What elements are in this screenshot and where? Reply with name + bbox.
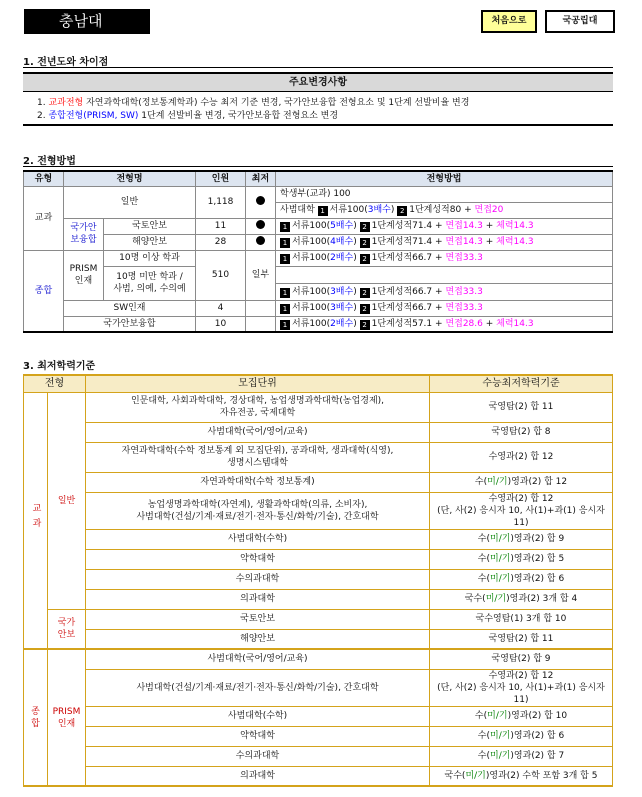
type-cell-gyogwa: 교과: [24, 392, 48, 649]
unit-cell: 사범대학(건설/기계·재료/전기·전자·통신/화학/기술), 간호대학: [86, 669, 430, 706]
count-cell: 28: [196, 234, 246, 250]
table-header-row: [24, 375, 613, 392]
table-row: [24, 669, 613, 706]
criteria-cell: 국영탐(2) 합 9: [430, 649, 613, 669]
change-item: 2. 종합전형(PRISM, SW) 1단계 선발비율 변경, 국가안보융합 전형요소 변경: [37, 111, 339, 121]
unit-cell: 약학대학: [86, 549, 430, 569]
table-row: [24, 706, 613, 726]
unit-cell: 자연과학대학(수학 정보통계 외 모집단위), 공과대학, 생과대학(식영), 생명시스템대학: [86, 442, 430, 472]
admission-method-table: [23, 170, 613, 333]
national-univ-button[interactable]: 국공립대: [545, 10, 615, 33]
unit-cell: 사범대학(수학): [86, 706, 430, 726]
method-cell: 1 서류100(3배수) 2 1단계성적66.7 + 면접33.3: [276, 300, 613, 316]
table-row: [24, 266, 613, 283]
table-row: [24, 234, 613, 250]
table-row: [24, 529, 613, 549]
table-row: [24, 609, 613, 629]
count-cell: 510: [196, 250, 246, 300]
criteria-cell: 수영과(2) 합 12 (단, 사(2) 응시자 10, 사(1)+과(1) 응시자 11): [430, 669, 613, 706]
method-cell: 1 서류100(5배수) 2 1단계성적71.4 + 면접14.3 + 체력14.3: [276, 218, 613, 234]
col-type: 유형: [24, 171, 64, 186]
unit-cell: 약학대학: [86, 726, 430, 746]
name-cell: 일반: [64, 186, 196, 218]
col-criteria: 수능최저학력기준: [430, 375, 613, 392]
count-cell: 10: [196, 316, 246, 332]
min-criteria-table: [23, 374, 613, 787]
unit-cell: 의과대학: [86, 766, 430, 786]
name-group-gukga: 국가안 보융합: [64, 218, 104, 250]
min-required-dot: [256, 196, 265, 205]
table-row: [24, 442, 613, 472]
table-row: [24, 589, 613, 609]
changes-box-title: 주요변경사항: [23, 72, 613, 92]
group-cell-ilban: 일반: [48, 392, 86, 609]
table-row: [24, 726, 613, 746]
method-cell: 사범대학 1 서류100(3배수) 2 1단계성적80 + 면접20: [276, 202, 613, 218]
criteria-cell: 국영탐(2) 합 11: [430, 629, 613, 649]
type-cell-jonghap: 종합: [24, 250, 64, 332]
min-cell: [246, 218, 276, 234]
table-row: [24, 300, 613, 316]
table-row: [24, 250, 613, 266]
group-cell-gukga: 국가안보: [48, 609, 86, 649]
name-cell: 10명 미만 학과 / 사범, 의예, 수의예: [104, 266, 196, 300]
unit-cell: 국토안보: [86, 609, 430, 629]
min-cell: [246, 186, 276, 218]
criteria-cell: 수(미/기)영과(2) 합 6: [430, 569, 613, 589]
criteria-cell: 국수(미/기)영과(2) 수학 포함 3개 합 5: [430, 766, 613, 786]
changes-list: [23, 92, 613, 126]
unit-cell: 의과대학: [86, 589, 430, 609]
name-cell: 10명 이상 학과: [104, 250, 196, 266]
criteria-cell: 수(미/기)영과(2) 합 5: [430, 549, 613, 569]
table-row: [24, 746, 613, 766]
count-cell: 4: [196, 300, 246, 316]
section-title-methods: 2. 전형방법: [23, 156, 76, 167]
table-row: [24, 492, 613, 529]
unit-cell: 사범대학(국어/영어/교육): [86, 422, 430, 442]
unit-cell: 자연과학대학(수학 정보통계): [86, 472, 430, 492]
section-divider: [23, 166, 613, 167]
unit-cell: 농업생명과학대학(자연계), 생활과학대학(의류, 소비자), 사범대학(건설/기계·재료/전기·전자·통신/화학/기술), 간호대학: [86, 492, 430, 529]
count-cell: 1,118: [196, 186, 246, 218]
table-row: [24, 549, 613, 569]
min-required-dot: [256, 236, 265, 245]
criteria-cell: 수영과(2) 합 12 (단, 사(2) 응시자 10, 사(1)+과(1) 응시자 11): [430, 492, 613, 529]
table-row: [24, 422, 613, 442]
method-cell: [276, 266, 613, 283]
section-title-criteria: 3. 최저학력기준: [23, 361, 96, 372]
table-row: [24, 316, 613, 332]
type-cell-gyogwa: 교과: [24, 186, 64, 250]
table-row: [24, 569, 613, 589]
min-required-dot: [256, 220, 265, 229]
method-cell: 학생부(교과) 100: [276, 186, 613, 202]
table-header-row: [24, 171, 613, 186]
table-row: [24, 392, 613, 422]
table-row: [24, 186, 613, 202]
name-cell: 해양안보: [104, 234, 196, 250]
unit-cell: 해양안보: [86, 629, 430, 649]
min-cell: 일부: [246, 250, 276, 300]
min-cell: [246, 316, 276, 332]
name-cell: 국토안보: [104, 218, 196, 234]
criteria-cell: 국영탐(2) 합 8: [430, 422, 613, 442]
type-cell-jonghap: 종합: [24, 649, 48, 786]
group-cell-prism: PRISM 인재: [48, 649, 86, 786]
table-row: [24, 649, 613, 669]
criteria-cell: 국영탐(2) 합 11: [430, 392, 613, 422]
min-cell: [246, 234, 276, 250]
count-cell: 11: [196, 218, 246, 234]
criteria-cell: 국수영탐(1) 3개 합 10: [430, 609, 613, 629]
name-cell: 국가안보융합: [64, 316, 196, 332]
unit-cell: 사범대학(수학): [86, 529, 430, 549]
criteria-cell: 수영과(2) 합 12: [430, 442, 613, 472]
unit-cell: 사범대학(국어/영어/교육): [86, 649, 430, 669]
table-row: [24, 218, 613, 234]
unit-cell: 수의과대학: [86, 569, 430, 589]
col-unit: 모집단위: [86, 375, 430, 392]
section-title-changes: 1. 전년도와 차이점: [23, 57, 109, 68]
min-cell: [246, 300, 276, 316]
col-min: 최저: [246, 171, 276, 186]
change-item: 1. 교과전형 자연과학대학(정보통계학과) 수능 최저 기준 변경, 국가안보융합 전형요소 및 1단계 선발비율 변경: [37, 98, 470, 108]
col-type: 전형: [24, 375, 86, 392]
criteria-cell: 국수(미/기)영과(2) 3개 합 4: [430, 589, 613, 609]
name-cell: SW인재: [64, 300, 196, 316]
criteria-cell: 수(미/기)영과(2) 합 10: [430, 706, 613, 726]
unit-cell: 수의과대학: [86, 746, 430, 766]
col-count: 인원: [196, 171, 246, 186]
criteria-cell: 수(미/기)영과(2) 합 6: [430, 726, 613, 746]
method-cell: 1 서류100(3배수) 2 1단계성적66.7 + 면접33.3: [276, 283, 613, 300]
home-button[interactable]: 처음으로: [481, 10, 537, 33]
criteria-cell: 수(미/기)영과(2) 합 7: [430, 746, 613, 766]
col-name: 전형명: [64, 171, 196, 186]
method-cell: 1 서류100(4배수) 2 1단계성적71.4 + 면접14.3 + 체력14.3: [276, 234, 613, 250]
section-divider: [23, 67, 613, 68]
university-title: 충남대: [24, 9, 150, 34]
col-method: 전형방법: [276, 171, 613, 186]
table-row: [24, 766, 613, 786]
name-group-prism: PRISM 인재: [64, 250, 104, 300]
criteria-cell: 수(미/기)영과(2) 합 12: [430, 472, 613, 492]
criteria-cell: 수(미/기)영과(2) 합 9: [430, 529, 613, 549]
method-cell: 1 서류100(2배수) 2 1단계성적57.1 + 면접28.6 + 체력14.3: [276, 316, 613, 332]
method-cell: 1 서류100(2배수) 2 1단계성적66.7 + 면접33.3: [276, 250, 613, 266]
table-row: [24, 629, 613, 649]
table-row: [24, 472, 613, 492]
unit-cell: 인문대학, 사회과학대학, 경상대학, 농업생명과학대학(농업경제), 자유전공, 국제대학: [86, 392, 430, 422]
